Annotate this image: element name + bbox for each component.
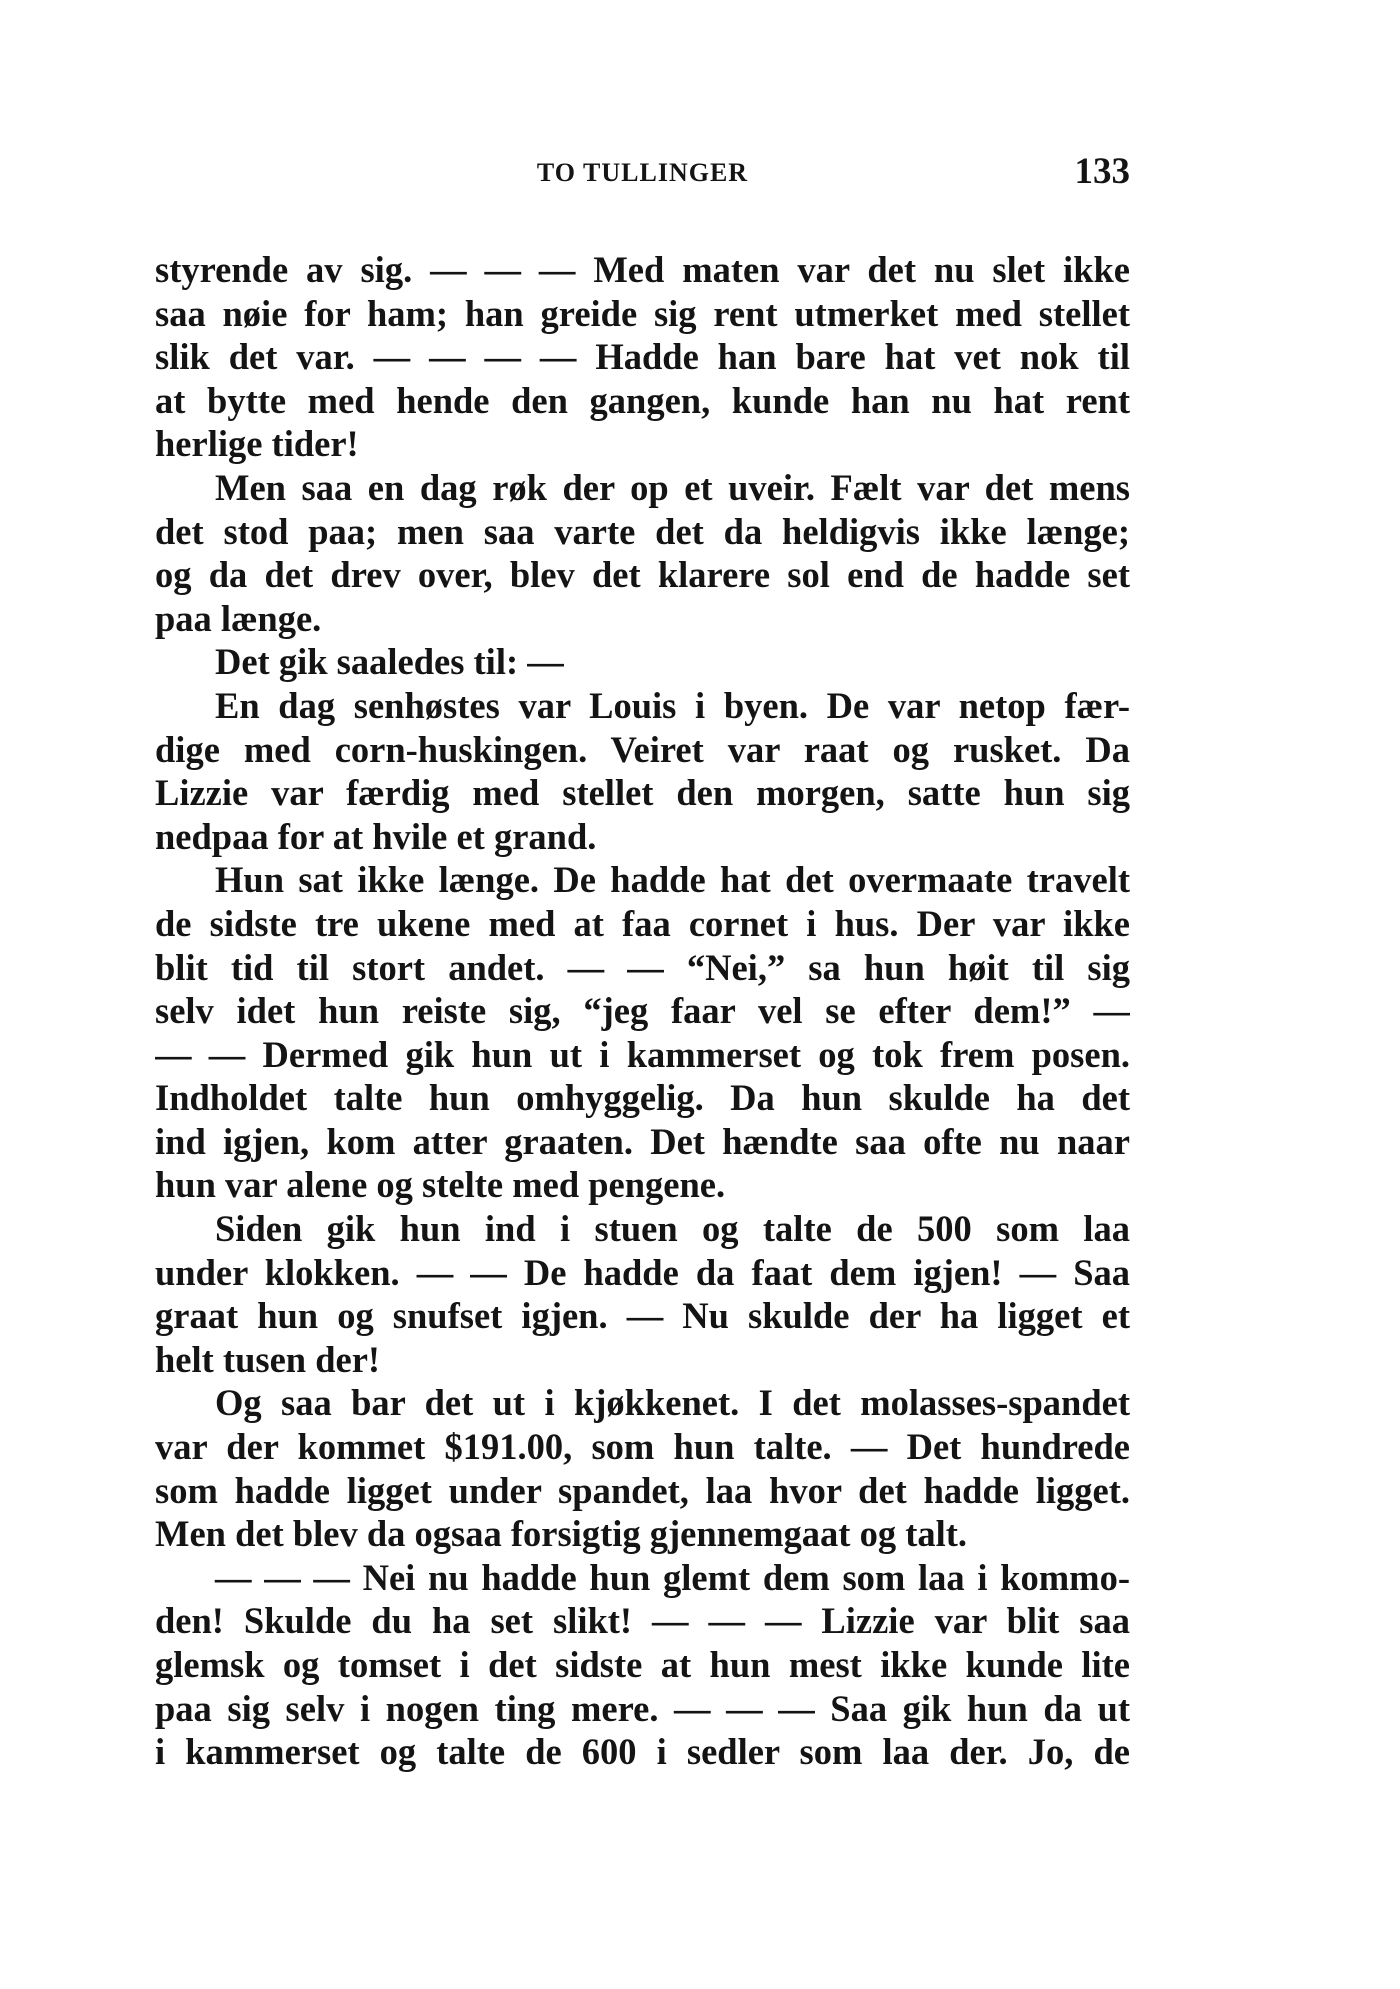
text-line: helt tusen der!	[155, 1338, 381, 1380]
text-line: hun var alene og stelte med pengene.	[155, 1164, 726, 1206]
text-line: herlige tider!	[155, 423, 359, 465]
text-line: at bytte med hende den gangen, kunde han nu hat rent	[155, 379, 1130, 421]
text-line: — — — Nei nu hadde hun glemt dem som laa i kommo-	[215, 1556, 1130, 1598]
page-number: 133	[1074, 151, 1130, 192]
text-line: det stod paa; men saa varte det da heldigvis ikke længe;	[155, 510, 1130, 552]
text-line: Siden gik hun ind i stuen og talte de 500 som laa	[215, 1208, 1130, 1250]
text-line: blit tid til stort andet. — — “Nei,” sa hun høit til sig	[155, 946, 1130, 988]
text-line: Lizzie var færdig med stellet den morgen, satte hun sig	[155, 772, 1130, 814]
text-line: Men saa en dag røk der op et uveir. Fælt var det mens	[215, 466, 1130, 508]
text-line: paa sig selv i nogen ting mere. — — — Saa gik hun da ut	[155, 1687, 1130, 1729]
text-line: nedpaa for at hvile et grand.	[155, 815, 597, 857]
text-body	[155, 248, 1130, 1774]
text-line: Hun sat ikke længe. De hadde hat det overmaate travelt	[215, 859, 1130, 901]
text-line: saa nøie for ham; han greide sig rent utmerket med stellet	[155, 292, 1130, 334]
text-line: Men det blev da ogsaa forsigtig gjennemgaat og talt.	[155, 1513, 968, 1555]
text-line: var der kommet $191.00, som hun talte. — Det hundrede	[155, 1426, 1130, 1468]
text-line: En dag senhøstes var Louis i byen. De var netop fær-	[215, 684, 1130, 726]
text-line: paa længe.	[155, 597, 322, 639]
text-line: og da det drev over, blev det klarere sol end de hadde set	[155, 554, 1130, 596]
text-line: Indholdet talte hun omhyggelig. Da hun skulde ha det	[155, 1077, 1130, 1119]
text-line: under klokken. — — De hadde da faat dem igjen! — Saa	[155, 1251, 1130, 1293]
running-title: TO TULLINGER	[536, 158, 749, 187]
text-line: dige med corn-huskingen. Veiret var raat og rusket. Da	[155, 728, 1130, 770]
page-header	[155, 150, 1130, 200]
text-line: Det gik saaledes til: —	[215, 641, 564, 683]
text-line: glemsk og tomset i det sidste at hun mest ikke kunde lite	[155, 1644, 1130, 1685]
text-line: ind igjen, kom atter graaten. Det hændte saa ofte nu naar	[155, 1120, 1130, 1162]
text-line: — — Dermed gik hun ut i kammerset og tok frem posen.	[155, 1033, 1130, 1075]
text-line: styrende av sig. — — — Med maten var det nu slet ikke	[155, 249, 1130, 290]
text-line: den! Skulde du ha set slikt! — — — Lizzie var blit saa	[155, 1600, 1130, 1642]
text-line: som hadde ligget under spandet, laa hvor det hadde ligget.	[155, 1469, 1130, 1511]
text-line: slik det var. — — — — Hadde han bare hat vet nok til	[155, 336, 1130, 378]
text-line: i kammerset og talte de 600 i sedler som laa der. Jo, de	[155, 1731, 1130, 1773]
text-line: selv idet hun reiste sig, “jeg faar vel se efter dem!” —	[155, 990, 1130, 1032]
text-line: graat hun og snufset igjen. — Nu skulde der ha ligget et	[155, 1295, 1130, 1337]
text-line: Og saa bar det ut i kjøkkenet. I det molasses-spandet	[215, 1382, 1130, 1424]
text-line: de sidste tre ukene med at faa cornet i hus. Der var ikke	[155, 902, 1130, 944]
